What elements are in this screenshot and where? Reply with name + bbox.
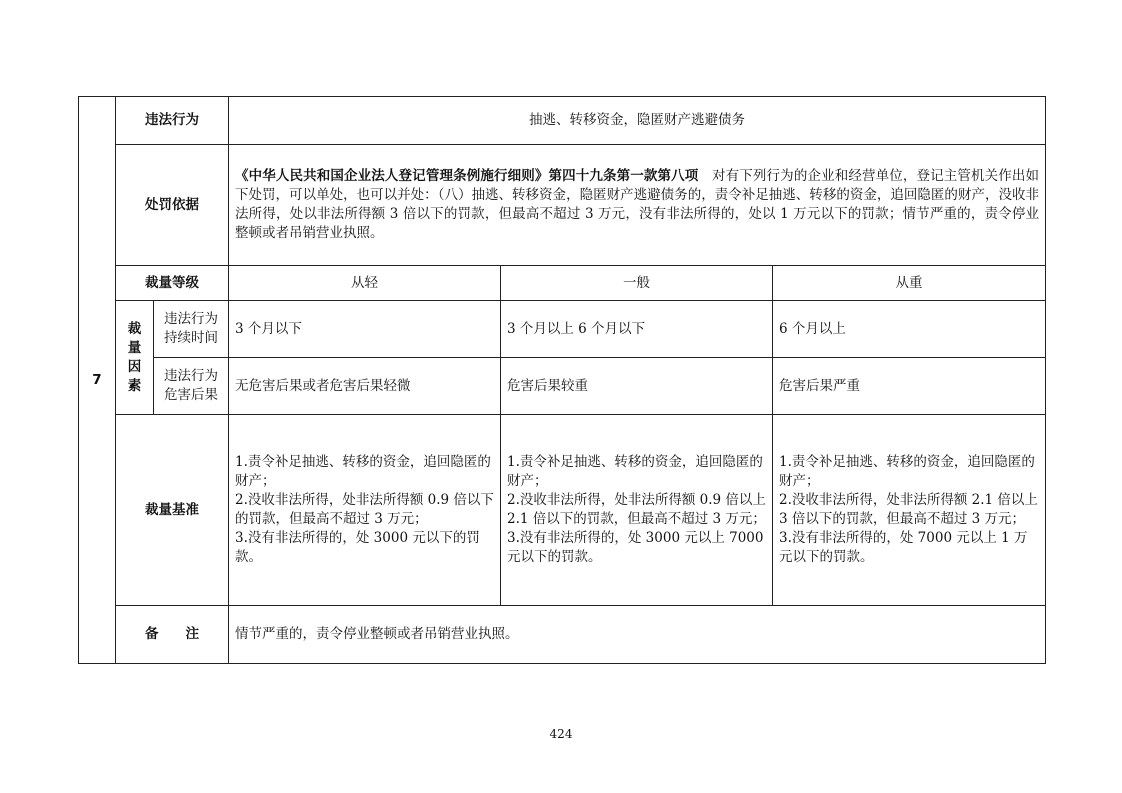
harm-light: 无危害后果或者危害后果轻微 [229,358,501,415]
level-normal: 一般 [501,266,773,301]
violation-label: 违法行为 [116,97,229,145]
criteria-light-item: 2.没收非法所得，处非法所得额 0.9 倍以下的罚款，但最高不超过 3 万元； [235,492,494,527]
harm-heavy: 危害后果严重 [773,358,1046,415]
duration-heavy: 6 个月以上 [773,301,1046,358]
criteria-heavy-item: 2.没收非法所得，处非法所得额 2.1 倍以上 3 倍以下的罚款，但最高不超过 3 万元； [779,492,1038,527]
criteria-light-item: 1.责令补足抽逃、转移的资金，追回隐匿的财产； [235,454,491,489]
criteria-label: 裁量基准 [116,415,229,606]
level-light: 从轻 [229,266,501,301]
duration-normal: 3 个月以上 6 个月以下 [501,301,773,358]
duration-light: 3 个月以下 [229,301,501,358]
basis-content [229,145,1046,266]
criteria-light-item: 3.没有非法所得的，处 3000 元以下的罚款。 [235,530,480,565]
basis-text: 对有下列行为的企业和经营单位，登记主管机关作出如下处罚，可以单处，也可以并处：（八）抽逃、转移资金，隐匿财产逃避债务的，责令补足抽逃、转移的资金，追回隐匿的财产，没收非法所得，处以非法所得额 3 倍以下的罚款，但最高不超过 3 万元，没有非法所得的，处以 1 万元以下的罚款；情节严重的，责令停业整顿或者吊销营业执照。 [235,168,1040,241]
violation-value: 抽逃、转移资金，隐匿财产逃避债务 [229,97,1046,145]
criteria-normal-item: 2.没收非法所得，处非法所得额 0.9 倍以上 2.1 倍以下的罚款，但最高不超过 3 万元； [507,492,766,527]
harm-normal: 危害后果较重 [501,358,773,415]
criteria-heavy [773,415,1046,606]
remarks-value: 情节严重的，责令停业整顿或者吊销营业执照。 [229,606,1046,664]
remarks-label: 备 注 [116,606,229,664]
criteria-normal-item: 1.责令补足抽逃、转移的资金，追回隐匿的财产； [507,454,763,489]
row-number: 7 [79,97,116,664]
criteria-heavy-item: 3.没有非法所得的，处 7000 元以上 1 万元以下的罚款。 [779,530,1028,565]
criteria-normal-item: 3.没有非法所得的，处 3000 元以上 7000 元以下的罚款。 [507,530,764,565]
basis-label: 处罚依据 [116,145,229,266]
factors-label-text: 裁 量 因 素 [127,320,142,394]
criteria-light [229,415,501,606]
levels-label: 裁量等级 [116,266,229,301]
page-number: 424 [549,727,573,741]
penalty-discretion-table [78,96,1046,664]
duration-label: 违法行为持续时间 [154,301,229,358]
criteria-heavy-item: 1.责令补足抽逃、转移的资金，追回隐匿的财产； [779,454,1035,489]
factors-label [116,301,154,415]
criteria-normal [501,415,773,606]
level-heavy: 从重 [773,266,1046,301]
harm-label: 违法行为危害后果 [154,358,229,415]
basis-title: 《中华人民共和国企业法人登记管理条例施行细则》第四十九条第一款第八项 [235,168,699,184]
